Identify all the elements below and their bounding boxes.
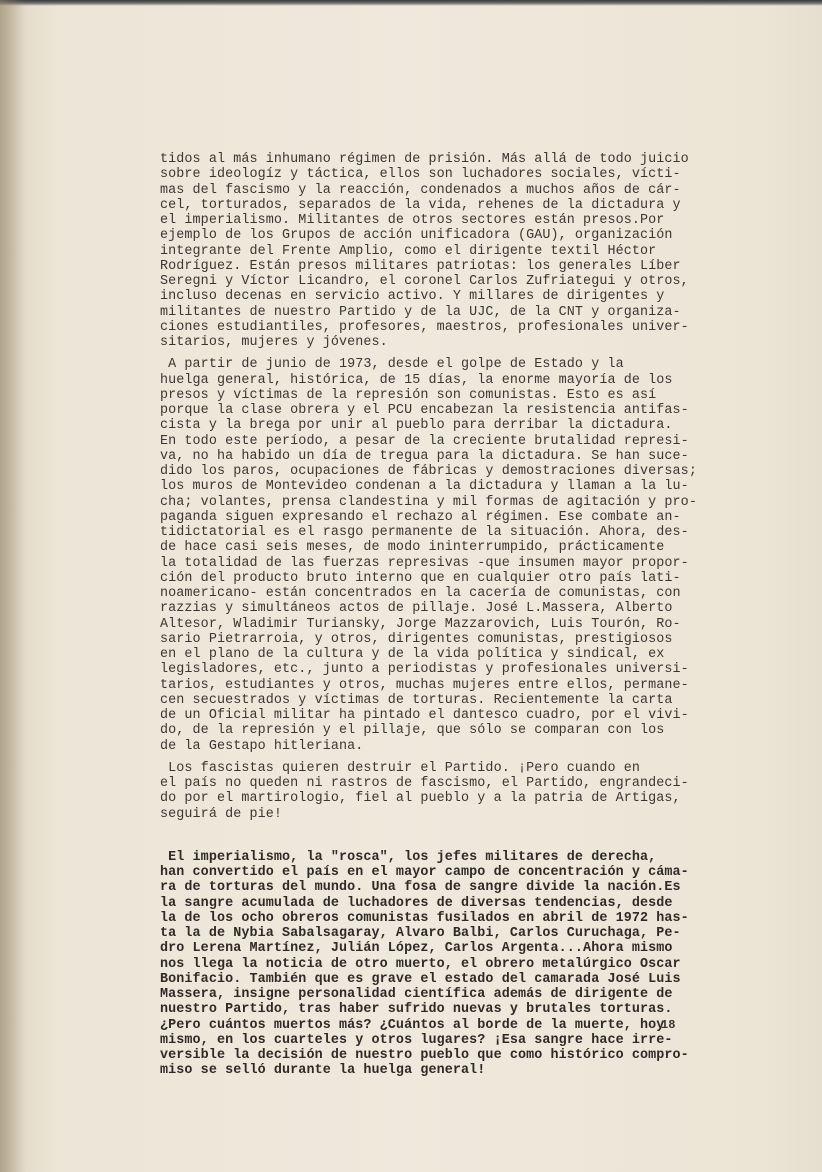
paragraph-1 [160,152,740,350]
text-line: la sangre acumulada de luchadores de diversas tendencias, desde [160,895,673,911]
page-gutter-shadow [0,0,26,1172]
text-line: ciones estudiantiles, profesores, maestros, profesionales univer- [160,319,689,335]
text-line: cel, torturados, separados de la vida, rehenes de la dictadura y [160,197,681,213]
text-line: tarios, estudiantes y otros, muchas mujeres entre ellos, permane- [160,677,689,693]
text-line: porque la clase obrera y el PCU encabezan la resistencia antifas- [160,403,689,418]
text-line: versible la decisión de nuestro pueblo que como histórico compro- [160,1048,689,1063]
text-line: el país no queden ni rastros de fascismo, el Partido, engrandeci- [160,776,689,791]
paragraph-3 [160,761,740,822]
text-line: los muros de Montevideo condenan a la dictadura y llaman a la lu- [160,479,689,495]
text-line: razzias y simultáneos actos de pillaje. José L.Massera, Alberto [160,601,673,617]
text-line: han convertido el país en el mayor campo de concentración y cáma- [160,865,689,880]
text-line: Los fascistas quieren destruir el Partido. ¡Pero cuando en [160,760,641,776]
text-line: huelga general, histórica, de 15 días, la enorme mayoría de los [160,372,673,388]
text-line: dro Lerena Martínez, Julián López, Carlos Argenta...Ahora mismo [160,941,673,957]
text-line: dido los paros, ocupaciones de fábricas y demostraciones diversas; [160,464,697,479]
text-line: sobre ideologíz y táctica, ellos son luchadores sociales, vícti- [160,167,681,183]
text-line: Seregni y Víctor Licandro, el coronel Carlos Zufriategui y otros, [160,274,689,289]
text-line: la totalidad de las fuerzas represivas -que insumen mayor propor- [160,555,689,571]
text-line: mas del fascismo y la reacción, condenados a muchos años de cár- [160,182,681,198]
paragraph-gap [160,754,740,761]
text-line: el imperialismo. Militantes de otros sectores están presos.Por [160,213,665,228]
text-line: nuestro Partido, tras haber sufrido nuevas y brutales torturas. [160,1002,673,1018]
text-line: ra de torturas del mundo. Una fosa de sangre divide la nación.Es [160,880,681,896]
text-line: nos llega la noticia de otro muerto, el obrero metalúrgico Oscar [160,956,681,972]
text-line: la de los ocho obreros comunistas fusilados en abril de 1972 has- [160,910,689,926]
text-line: incluso decenas en servicio activo. Y millares de dirigentes y [160,289,665,305]
text-line: paganda siguen expresando el rechazo al régimen. Ese combate an- [160,509,681,525]
text-line: noamericano- están concentrados en la cacería de comunistas, con [160,586,681,601]
text-line: Massera, insigne personalidad científica además de dirigente de [160,987,673,1002]
page-number: 18 [661,1018,676,1032]
paragraph-gap [160,350,740,357]
paragraph-2 [160,357,740,754]
text-line: integrante del Frente Amplio, como el dirigente textil Héctor [160,243,657,259]
text-line: ejemplo de los Grupos de acción unificadora (GAU), organización [160,228,673,244]
text-line: do, de la represión y el pillaje, que sólo se comparan con los [160,723,665,739]
text-line: de la Gestapo hitleriana. [160,738,364,754]
text-line: legisladores, etc., junto a periodistas y profesionales universi- [160,662,689,678]
text-line: El imperialismo, la "rosca", los jefes militares de derecha, [160,849,657,865]
text-line: sitarios, mujeres y jóvenes. [160,335,388,350]
text-line: Rodríguez. Están presos militares patriotas: los generales Líber [160,258,681,274]
text-line: en el plano de la cultura y de la vida política y sindical, ex [160,647,665,662]
text-line: Bonifacio. También que es grave el estado del camarada José Luis [160,971,681,987]
text-line: sario Pietrarroia, y otros, dirigentes comunistas, prestigiosos [160,631,673,647]
text-line: ción del producto bruto interno que en cualquier otro país lati- [160,570,681,586]
text-line: ¿Pero cuántos muertos más? ¿Cuántos al borde de la muerte, hoy [160,1017,665,1033]
text-line: de un Oficial militar ha pintado el dantesco cuadro, por el vivi- [160,708,689,723]
text-line: ta la de Nybia Sabalsagaray, Alvaro Balbi, Carlos Curuchaga, Pe- [160,926,681,941]
text-line: presos y víctimas de la represión son comunistas. Esto es así [160,387,657,403]
text-line: cista y la brega por unir al pueblo para derribar la dictadura. [160,418,673,434]
text-line: cha; volantes, prensa clandestina y mil formas de agitación y pro- [160,494,697,510]
text-line: de hace casi seis meses, de modo ininterrumpido, prácticamente [160,540,665,556]
text-line: tidictatorial es el rasgo permanente de la situación. Ahora, des- [160,525,689,540]
text-line: seguirá de pie! [160,806,283,822]
text-line: militantes de nuestro Partido y de la UJC, de la CNT y organiza- [160,304,681,320]
text-line: miso se selló durante la huelga general! [160,1063,486,1079]
document-body [160,152,740,1079]
text-line: A partir de junio de 1973, desde el golpe de Estado y la [160,357,624,373]
text-line: va, no ha habido un día de tregua para la dictadura. Se han suce- [160,448,689,464]
text-line: Altesor, Wladimir Turiansky, Jorge Mazzarovich, Luis Tourón, Ro- [160,616,681,632]
paragraph-gap [160,822,740,850]
text-line: tidos al más inhumano régimen de prisión. Más allá de todo juicio [160,152,689,167]
paragraph-4-bold [160,850,740,1079]
text-line: mismo, en los cuarteles y otros lugares? ¡Esa sangre hace irre- [160,1032,673,1048]
text-line: do por el martirologio, fiel al pueblo y a la patria de Artigas, [160,791,681,807]
text-line: En todo este período, a pesar de la creciente brutalidad represi- [160,433,689,449]
text-line: cen secuestrados y víctimas de torturas. Recientemente la carta [160,692,673,708]
top-binding-edge [0,0,822,6]
